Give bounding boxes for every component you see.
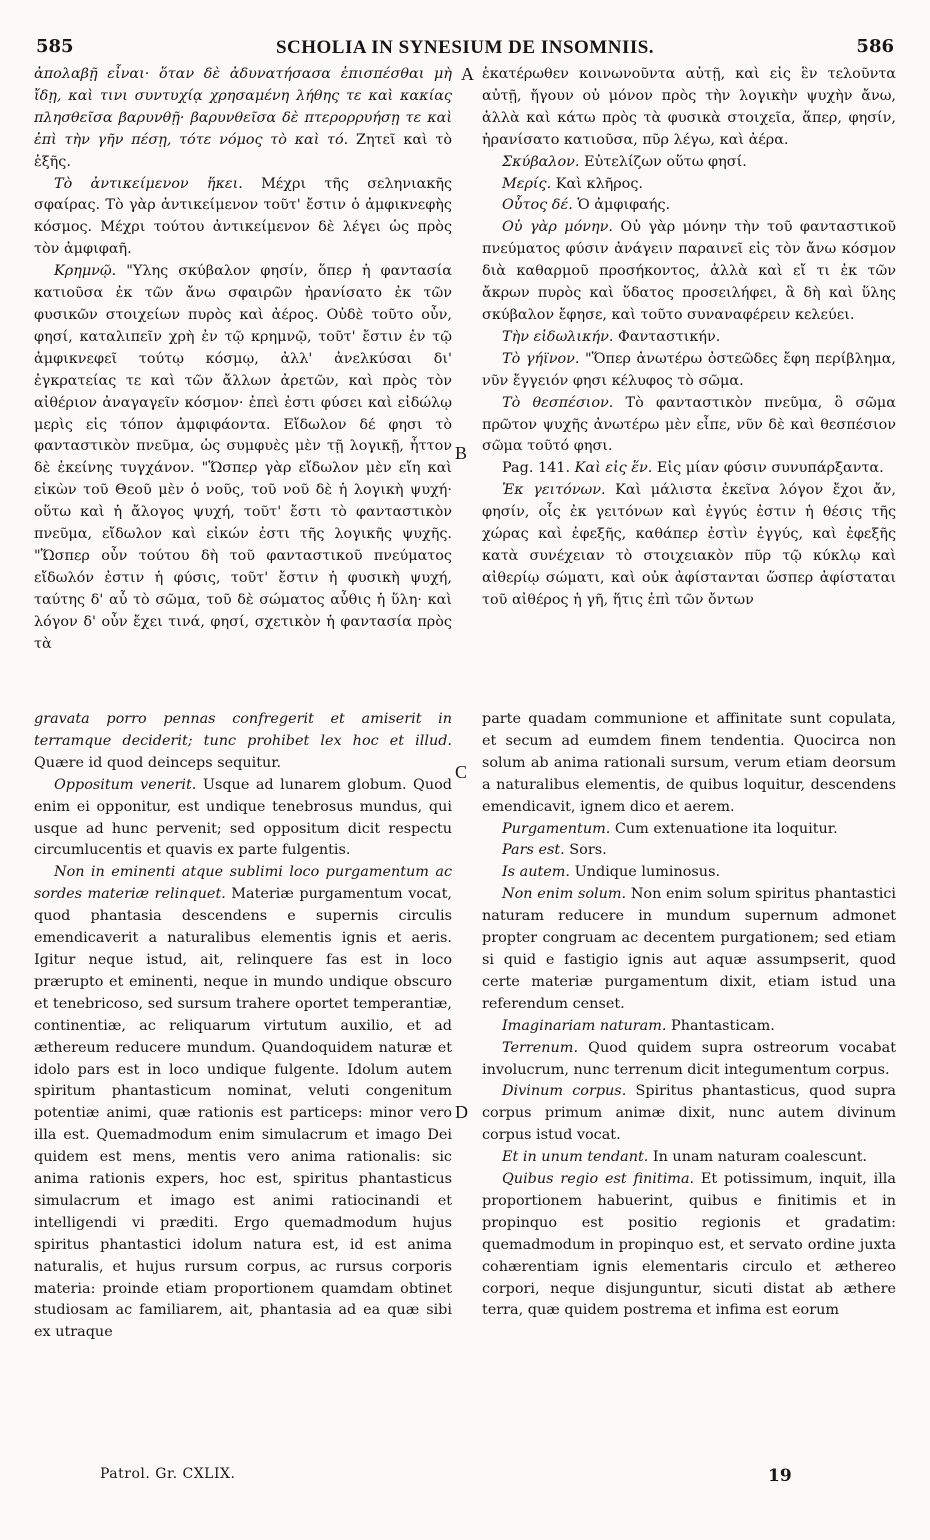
commentary-text: Ζητεῖ καὶ τὸ ἑξῆς. [34,131,452,170]
lemma-text: Purgamentum. [502,820,611,837]
commentary-text: Εὐτελίζων οὕτω φησί. [579,153,747,170]
lemma-text: Et in unum tendant. [502,1149,649,1166]
commentary-text: Τὸ φανταστικὸν πνεῦμα, ὃ σῶμα πρῶτον ψυχῆς ἀνωτέρω μὲν εἶπε, νῦν δὲ καὶ θεσπέσιον σῶμα τοῦτό φησι. [482,394,896,455]
lemma-text: Ἐκ γειτόνων. [502,482,606,499]
lemma-text: ἀπολαβῇ εἶναι· ὅταν δὲ ἀδυνατήσασα ἐπισπέσθαι μὴ ἴδῃ, καὶ τινι συντυχίᾳ χρησαμένη λήθης τε καὶ κακίας πλησθεῖσα βαρυνθῇ· βαρυνθεῖσα δὲ πτερορρυήσῃ τε καὶ ἐπὶ τὴν γῆν πέσῃ, τότε νόμος τὸ καὶ τό. [34,66,452,148]
lemma-text: Quibus regio est finitima. [502,1171,695,1188]
commentary-text: Sors. [564,842,607,859]
latin-column-left [34,709,452,1469]
paragraph [482,458,896,480]
commentary-text: Materiæ purgamentum vocat, quod phantasia descendens e supernis circulis emendicaverit a naturalibus elementis ignis et aeris. Igitur neque istud, ait, relinquere fas est in loco prærupto et eminenti, neque in mundo undique obscuro et tenebricoso, sed sursum trahere oportet temperantiæ, continentiæ, ac reliquarum virtutum auxilio, et ad æthereum reducere mundum. Quandoquidem naturæ et idolo pars est in loco undique fulgente. Idolum autem spiritum phantasticum nominat, veluti congenitum potentiæ animi, quæ rationis est particeps: minor vero illa est. Quemadmodum enim simulacrum et imago Dei quidem est mens, mentis vero anima rationalis: sic anima rationis expers, hoc est, spiritus phantasticus simulacrum et imago est animi ratiocinandi et intelligendi vi præditi. Ergo quemadmodum hujus spiritus phantastici idolum natura est, id est anima naturalis, et hujus rursum corpus, ac rursus corporis materia: proinde etiam proportionem quamdam obtinet studiosam ac familiarem, ait, phantasia ad ea quæ sibi ex utraque [34,886,452,1341]
commentary-text: "Ὅπερ ἀνωτέρω ὀστεῶδες ἔφη περίβλημα, νῦν ἔγγειόν φησι κέλυφος τὸ σῶμα. [482,350,896,389]
lemma-text: Divinum corpus. [502,1083,627,1100]
paragraph [482,1038,896,1082]
paragraph [482,480,896,611]
greek-column-left [34,64,452,700]
commentary-text: Quære id quod deinceps sequitur. [34,754,282,771]
commentary-text: Et potissimum, inquit, illa proportionem habuerint, quibus e finitimis et in propinquo est positio regionis et gradatim: quemadmodum in propinquo est, et servato ordine juxta cohærentiam ignis elementaris circulo et æthereo corpori, neque disjunguntur, sicuti distat ab æthere terra, quæ quidem postrema et infima est eorum [482,1171,896,1319]
latin-column-right [482,709,896,1471]
footer-collection-note: Patrol. Gr. CXLIX. [100,1466,236,1482]
commentary-text: Cum extenuatione ita loquitur. [610,820,838,837]
lemma-text: Is autem. [502,864,571,881]
commentary-text: Καὶ μάλιστα ἐκεῖνα λόγον ἔχοι ἄν, φησίν, οἷς ἐκ γειτόνων καὶ ἐγγύς ἐστιν ἡ θέσις τῆς χώρας καὶ ἐφεξῆς, καθάπερ ἐστὶν ἐγγύς, καὶ ἐφεξῆς κατὰ συνέχειαν τὸ στοιχειακὸν πῦρ τῷ κύκλῳ καὶ αἰθερίῳ σώματι, καὶ οὐκ ἀφίστανται ὥσπερ ἀφίσταται τοῦ αἰθέρος ἡ γῆ, ἥτις ἐπὶ τῶν ὄντων [482,482,896,608]
paragraph [482,1147,896,1169]
lemma-text: Καὶ εἰς ἕν. [570,460,653,477]
paragraph [482,1081,896,1147]
paragraph [482,195,896,217]
lemma-text: Κρημνῷ. [54,263,117,280]
commentary-text: Μέχρι τῆς σεληνιακῆς σφαίρας. Τὸ γὰρ ἀντικείμενον τοῦτ' ἔστιν ὁ ἀμφικνεφὴς κόσμος. Μέχρι τούτου ἀντικείμενον δὲ λέγει ὡς πρὸς τὸν ἀμφιφαῆ. [34,175,453,258]
lemma-text: Oppositum venerit. [54,776,197,793]
paragraph [482,840,896,862]
commentary-text: Οὐ γὰρ μόνην τὴν τοῦ φανταστικοῦ πνεύματος φύσιν ἀνάγειν παραινεῖ εἰς τὸν ἄνω κόσμον διὰ καθαρμοῦ προσήκοντος, ἀλλὰ καὶ εἴ τι ἐκ τῶν ἄκρων πυρὸς καὶ ὕδατος προσειλήφει, ἃ δὴ καὶ ὕλης σκύβαλον ἔφησε, καὶ τοῦτο συναναφέρειν κελεύει. [482,219,896,323]
margin-marker-b: B [455,443,468,463]
margin-marker-d: D [455,1102,468,1122]
lemma-text: Imaginariam naturam. [502,1017,667,1034]
lemma-text: Terrenum. [502,1039,579,1056]
commentary-text: Εἰς μίαν φύσιν συνυπάρξαντα. [652,460,884,477]
paragraph [34,174,452,262]
paragraph [482,862,896,884]
lemma-text: Τὸ θεσπέσιον. [502,394,614,411]
paragraph [482,217,896,327]
page-number-right: 586 [856,36,894,57]
lemma-text: Σκύβαλον. [502,153,580,170]
commentary-text: parte quadam communione et affinitate sunt copulata, et secum ad eumdem finem tendentia. Quocirca non solum ab anima rationali sursum, verum etiam deorsum a naturalibus elementis, de quibus loquitur, descendens emendicavit, ignem dico et aerem. [482,711,896,815]
page-number-left: 585 [36,36,74,57]
lemma-text: Μερίς. [502,175,552,192]
paragraph [482,327,896,349]
paragraph [34,261,452,655]
margin-marker-a: A [461,64,474,84]
lemma-text: Τὴν εἰδωλικήν. [502,328,614,345]
running-title: SCHOLIA IN SYNESIUM DE INSOMNIIS. [275,37,655,58]
paragraph [482,174,896,196]
margin-marker-c: C [455,762,468,782]
greek-column-right [482,64,896,700]
paragraph [34,64,452,174]
paragraph [482,1016,896,1038]
commentary-text: Usque ad lunarem globum. Quod enim ei opponitur, est undique tenebrosus mundus, qui usque ad hunc pervenit; sed oppositum dicit respectu circumlucentis et quavis ex parte fulgentis. [34,776,452,859]
commentary-text: Pag. 141. [502,460,571,477]
paragraph [34,709,452,775]
paragraph [482,393,896,459]
paragraph [34,775,452,863]
paragraph [482,884,896,1015]
commentary-text: "Υλης σκύβαλον φησίν, ὅπερ ἡ φαντασία κατιοῦσα ἐκ τῶν ἄνω σφαιρῶν ἠρανίσατο ἐκ τῶν φυσικῶν στοιχείων πυρὸς καὶ ἀέρος. Οὐδὲ τοῦτο οὖν, φησί, καταλιπεῖν χρὴ ἐν τῷ κρημνῷ, τοῦτ' ἔστιν ἐν τῷ ἀμφικνεφεῖ τούτῳ κόσμῳ, ἀλλ' ἀνελκύσαι δι' ἐγκρατείας τε καὶ τῶν ἄλλων ἀρετῶν, καὶ πρὸς τὸν αἰθέριον ἀναγαγεῖν κόσμον· ἐπεὶ ἐστι φύσει καὶ εἰδώλῳ μερὶς εἰς τόπον ἀμφιφάοντα. Εἴδωλον δέ φησι τὸ φανταστικὸν πνεῦμα, ὡς συμφυὲς μὲν τῇ λογικῇ, ἧττον δὲ ἐκείνης τυγχάνον. "Ὥσπερ γὰρ εἴδωλον μὲν εἴη καὶ εἰκὼν τοῦ Θεοῦ μὲν ὁ νοῦς, τοῦ νοῦ δὲ ἡ λογικὴ ψυχή· οὕτω καὶ ἡ ἄλογος ψυχή, τοῦτ' ἔστι τὸ φανταστικὸν πνεῦμα, εἴδωλον καὶ εἰκών ἐστι τῆς λογικῆς ψυχῆς. "Ὥσπερ οὖν τούτου δὴ τοῦ φανταστικοῦ πνεύματος εἴδωλόν ἐστιν ἡ φύσις, τοῦτ' ἔστιν ἡ φυσικὴ ψυχή, ταύτης δ' αὖ τὸ σῶμα, τοῦ δὲ σώματος αὖθις ἡ ὕλη· καὶ λόγον δ' οὖν ἔχει τινά, φησί, σχετικὸν ἡ φαντασία πρὸς τὰ [34,263,452,652]
signature-mark: 19 [768,1466,792,1486]
lemma-text: gravata porro pennas confregerit et amiserit in terramque deciderit; tunc prohibet lex hoc et illud. [34,711,452,749]
lemma-text: Τὸ ἀντικείμενον ἥκει. [54,175,243,192]
paragraph [34,862,452,1344]
commentary-text: Φανταστικήν. [613,328,721,345]
lemma-text: Οὐ γὰρ μόνην. [502,219,613,236]
commentary-text: Spiritus phantasticus, quod supra corpus primum animæ dixit, nunc autem divinum corpus istud vocat. [482,1083,896,1144]
lemma-text: Non enim solum. [502,886,627,903]
page-header [0,36,930,60]
commentary-text: Quod quidem supra ostreorum vocabat involucrum, nunc terrenum dicit integumentum corpus. [482,1039,896,1078]
lemma-text: Pars est. [502,842,565,859]
commentary-text: Undique luminosus. [570,864,721,881]
paragraph [482,709,896,819]
commentary-text: Καὶ κλῆρος. [551,175,643,192]
paragraph [482,819,896,841]
paragraph [482,1169,896,1322]
paragraph [482,152,896,174]
lemma-text: Τὸ γήϊνον. [502,350,580,367]
lemma-text: Οὗτος δέ. [502,197,573,214]
paragraph [482,349,896,393]
paragraph [482,64,896,152]
commentary-text: Phantasticam. [666,1017,775,1034]
commentary-text: Ὁ ἀμφιφαής. [572,197,671,214]
lemma-text: Non in eminenti atque sublimi loco purgamentum ac sordes materiæ relinquet. [34,864,452,903]
commentary-text: Non enim solum spiritus phantastici naturam reducere in mundum supernum admonet propter congruam ac decentem purgationem; sed etiam si quid e fastigio ignis aut aquæ assumpserit, quod certe materiæ purgamentum dixit, etiam istud una referendum censet. [482,886,896,1012]
commentary-text: In unam naturam coalescunt. [648,1149,868,1166]
commentary-text: ἑκατέρωθεν κοινωνοῦντα αὐτῇ, καὶ εἰς ἓν τελοῦντα αὐτῇ, ἤγουν οὐ μόνον πρὸς τὴν λογικὴν ψυχὴν ἄνω, ἀλλὰ καὶ κάτω πρὸς τὰ φυσικὰ στοιχεῖα, ἅπερ, φησίν, ἠρανίσατο κατιοῦσα, πῦρ λέγω, καὶ ἀέρα. [482,66,896,148]
